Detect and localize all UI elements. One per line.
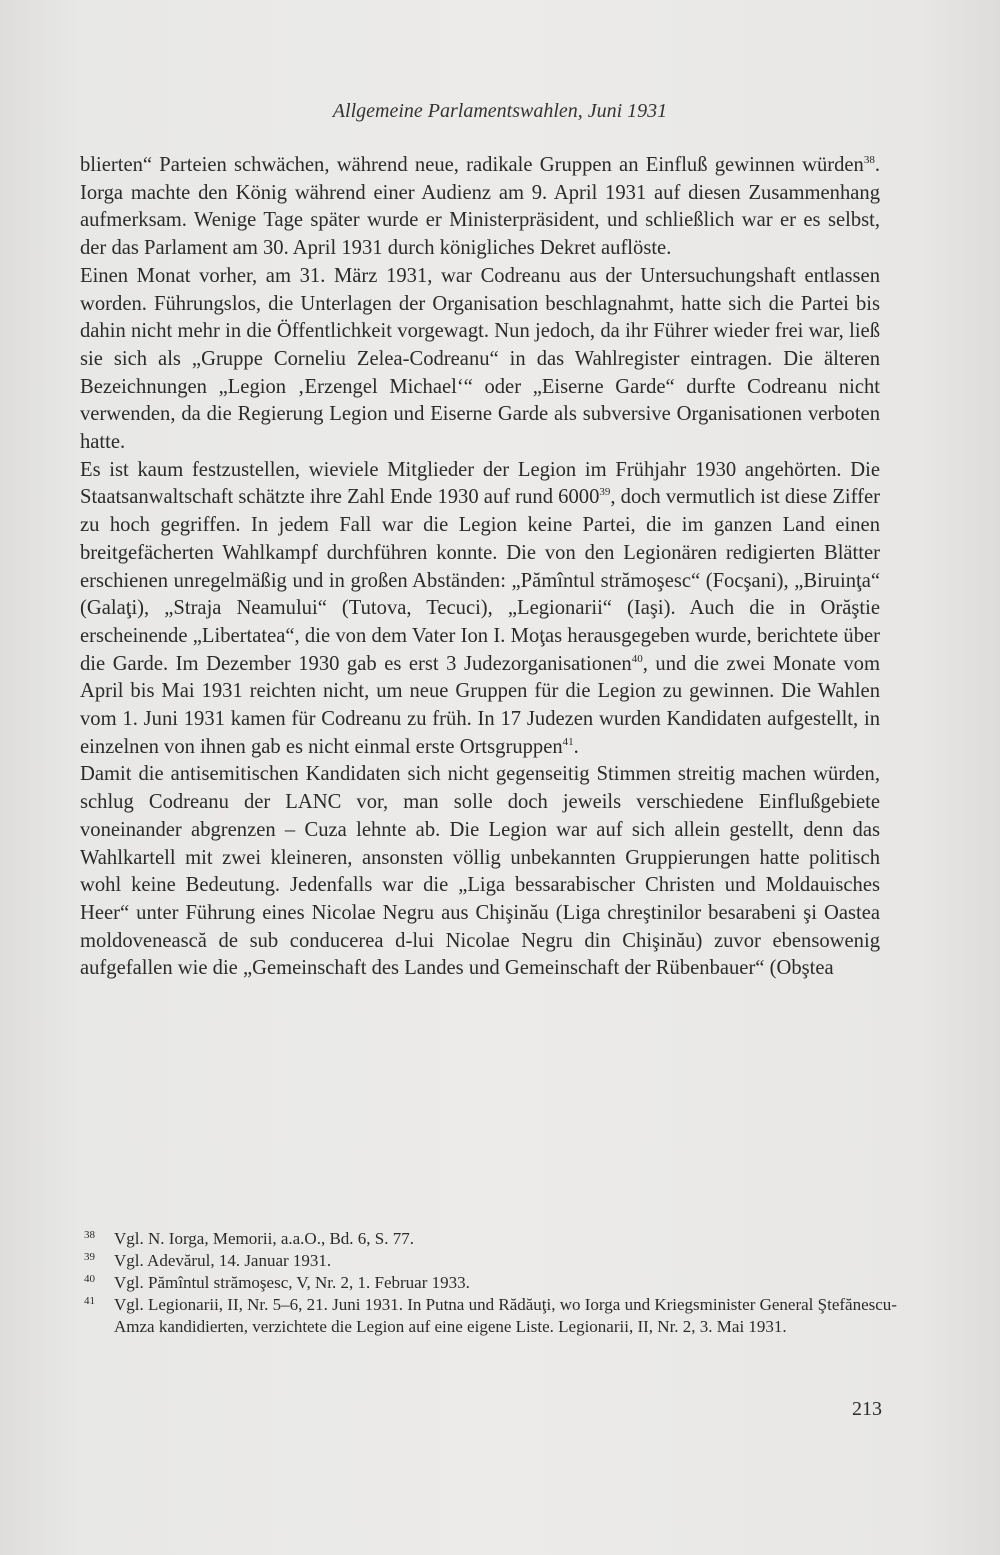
footnote [80,1228,900,1250]
footnote-number: 39 [84,1251,95,1263]
paragraph-1-text-a: blierten“ Parteien schwächen, während neue, radikale Gruppen an Einfluß gewinnen würden [80,154,864,176]
footnote-text: Vgl. Legionarii, II, Nr. 5–6, 21. Juni 1931. In Putna und Rădăuţi, wo Iorga und Kriegsminister General Ştefănescu-Amza kandidierten, verzichtete die Legion auf eine eigene Liste. Legionarii, II, Nr. 2, 3. Mai 1931. [114,1295,897,1336]
footnote-ref-41: 41 [562,735,574,748]
running-head: Allgemeine Parlamentswahlen, Juni 1931 [332,100,668,122]
footnote [80,1294,900,1338]
paragraph-3-text-b: , doch vermutlich ist diese Ziffer zu hoch gegriffen. In jedem Fall war die Legion keine Partei, die im ganzen Land einen breitgefächerten Wahlkampf durchführen konnte. Die von den Legionären redigierten Blätter erschienen unregelmäßig und in großen Abständen: „Pămîntul strămoşesc“ (Focşani), „Biruinţa“ (Galaţi), „Straja Neamului“ (Tutova, Tecuci), „Legionarii“ (Iaşi). Auch die in Orăştie erscheinende „Libertatea“, die von dem Vater Ion I. Moţas herausgegeben wurde, berichtete über die Garde. Im Dezember 1930 gab es erst 3 Judezorganisationen [80,486,880,675]
paragraph-3 [80,457,880,762]
footnote-text: Vgl. N. Iorga, Memorii, a.a.O., Bd. 6, S. 77. [114,1229,414,1248]
footnote-ref-40: 40 [631,652,643,665]
footnotes [80,1228,900,1338]
paragraph-3-text-a: Es ist kaum festzustellen, wieviele Mitglieder der Legion im Frühjahr 1930 angehörten. Die Staatsanwaltschaft schätzte ihre Zahl Ende 1930 auf rund 6000 [80,458,880,509]
footnote-number: 41 [84,1295,95,1307]
paragraph-2: Einen Monat vorher, am 31. März 1931, war Codreanu aus der Untersuchungshaft entlassen worden. Führungslos, die Unterlagen der Organisation beschlagnahmt, hatte sich die Partei bis dahin nicht mehr in die Öffentlichkeit vorgewagt. Nun jedoch, da ihr Führer wieder frei war, ließ sie sich als „Gruppe Corneliu Zelea-Codreanu“ in das Wahlregister eintragen. Die älteren Bezeichnungen „Legion ‚Erzengel Michael‘“ oder „Eiserne Garde“ durfte Codreanu nicht verwenden, da die Regierung Legion und Eiserne Garde als subversive Organisationen verboten hatte. [80,264,880,454]
paragraph-1-text-b: . Iorga machte den König während einer Audienz am 9. April 1931 auf diesen Zusammenhang aufmerksam. Wenige Tage später wurde er Ministerpräsident, und schließlich war er es selbst, der das Parlament am 30. April 1931 durch königliches Dekret auflöste. [80,154,880,260]
footnote-number: 40 [84,1273,95,1285]
footnote-text: Vgl. Adevărul, 14. Januar 1931. [114,1251,332,1270]
paragraph-3-text-d: . [573,735,579,758]
page-number: 213 [852,1398,882,1420]
footnote-text: Vgl. Pămîntul strămoşesc, V, Nr. 2, 1. Februar 1933. [114,1273,470,1292]
footnote [80,1250,900,1272]
footnote-number: 38 [84,1229,95,1241]
paragraph-3-text-c: , und die zwei Monate vom April bis Mai 1931 reichten nicht, um neue Gruppen für die Legion zu gewinnen. Die Wahlen vom 1. Juni 1931 kamen für Codreanu zu früh. In 17 Judezen wurden Kandidaten aufgestellt, in einzelnen von ihnen gab es nicht einmal erste Ortsgruppen [80,652,880,758]
body-text [80,152,880,983]
paragraph-4: Damit die antisemitischen Kandidaten sich nicht gegenseitig Stimmen streitig machen würden, schlug Codreanu der LANC vor, man solle doch jeweils verschiedene Einflußgebiete voneinander abgrenzen – Cuza lehnte ab. Die Legion war auf sich allein gestellt, denn das Wahlkartell mit zwei kleineren, ansonsten völlig unbekannten Gruppierungen hatte politisch wohl keine Bedeutung. Jedenfalls war die „Liga bessarabischer Christen und Moldauisches Heer“ unter Führung eines Nicolae Negru aus Chişinău (Liga chreştinilor besarabeni şi Oastea moldovenească de sub conducerea d-lui Nicolae Negru din Chişinău) zuvor ebensowenig aufgefallen wie die „Gemeinschaft des Landes und Gemeinschaft der Rübenbauer“ (Obştea [80,763,880,980]
footnote [80,1272,900,1294]
footnote-ref-38: 38 [863,154,875,166]
footnote-ref-39: 39 [599,486,611,499]
paragraph-1 [80,152,880,263]
